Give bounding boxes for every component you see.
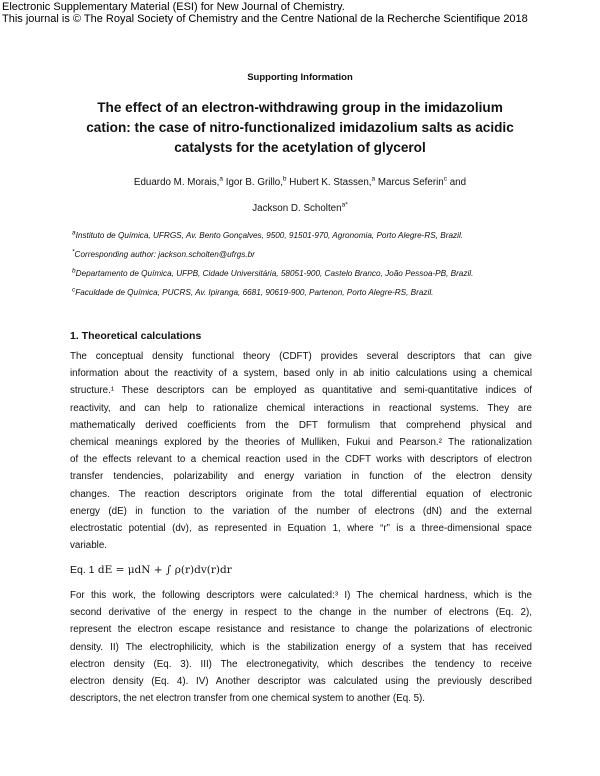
text-line: descriptors, the net electron transfer from one chemical system to another (Eq. 5). [70,693,426,705]
author: Marcus Seferin [375,177,444,188]
author: Igor B. Grillo, [223,177,283,188]
author-affiliation-mark: a [371,175,376,183]
equation-label: Eq. 1 [70,564,95,576]
author-affiliation-mark: a [219,175,224,183]
affiliation-text: Instituto de Química, UFRGS, Av. Bento Gonçalves, 9500, 91501-970, Agronomia, Porto Alegre-RS, Brazil. [75,231,464,240]
text-line: chemical meanings explored by the theories of Mulliken, Fukui and Pearson.² The rationalization [70,436,532,448]
text-line: of the effects relevant to a chemical reaction used in the CDFT works with descriptors of electron [70,454,532,466]
text-line: changes. The reaction descriptors originate from the total differential equation of electronic [70,488,532,500]
text-line: transfer tendencies, polarizability and energy variation in function of the electron density [70,471,532,483]
esi-header-line1: Electronic Supplementary Material (ESI) for New Journal of Chemistry. [2,1,345,13]
author-affiliation-mark: a* [341,201,348,209]
author: Hubert K. Stassen, [286,177,372,188]
text-line: electron density (Eq. 4). IV) Another descriptor was calculated using the previously described [70,675,532,687]
paper-title [0,98,600,158]
text-line: energy (dE) in function to the variation of the number of electrons (dN) and the external [70,505,532,517]
author-conjunction: and [446,177,467,188]
equation-1 [70,564,232,576]
affiliation-mark: b [72,267,76,275]
affiliation-text: Departamento de Química, UFPB, Cidade Universitária, 58051-900, Castelo Branco, João Pessoa-PB, Brazil. [75,269,474,278]
title-line: The effect of an electron-withdrawing group in the imidazolium [97,100,503,115]
affiliation-mark: a [72,229,76,237]
title-line: catalysts for the acetylation of glycerol [174,140,426,155]
affiliation-mark: c [72,286,76,294]
title-line: cation: the case of nitro-functionalized imidazolium salts as acidic [86,120,514,135]
supporting-information-label: Supporting Information [247,72,353,83]
text-line: For this work, the following descriptors were calculated:³ I) The chemical hardness, which is the [70,590,532,601]
author: Eduardo M. Morais, [133,177,220,188]
paragraph-1 [70,348,532,554]
affiliation-text: Corresponding author: jackson.scholten@ufrgs.br [74,250,255,259]
affiliation [72,231,463,240]
text-line: structure.¹ These descriptors can be employed as quantitative and semi-quantitative indices of [70,385,532,397]
authors-line1 [0,177,600,188]
author-affiliation-mark: c [443,175,447,183]
esi-header-line2: This journal is © The Royal Society of Chemistry and the Centre National de la Recherche Scientifique 2018 [2,13,528,25]
paragraph-2 [70,587,532,707]
author: Jackson D. Scholten [252,203,342,214]
author-affiliation-mark: b [282,175,287,183]
equation-formula: dE = μdN + ∫ ρ(r)dv(r)dr [97,564,232,576]
affiliation [72,288,433,297]
corresponding-author [72,250,255,259]
text-line: density. II) The electrophilicity, which is the stabilization energy of a system that has received [70,641,532,653]
affiliation-text: Faculdade de Química, PUCRS, Av. Ipiranga, 6681, 90619-900, Partenon, Porto Alegre-RS, Brazil. [75,288,434,297]
text-line: reactivity, and can help to rationalize chemical interactions in reactional systems. They are [70,402,532,414]
text-line: variable. [70,540,108,552]
text-line: electron density (Eq. 3). III) The electronegativity, which describes the tendency to receive [70,658,532,670]
authors-line2 [0,203,600,214]
affiliation [72,269,473,278]
text-line: information about the reactivity of a system, based only in ab initio calculations using a chemical [70,368,532,380]
text-line: represent the electron escape resistance and resistance to change the polarizations of electronic [70,624,532,636]
text-line: The conceptual density functional theory (CDFT) provides several descriptors that can give [70,351,532,362]
affiliation-mark: * [72,248,75,256]
text-line: mathematically derived coefficients from the DFT formulism that comprehend physical and [70,419,532,431]
text-line: electrostatic potential (dv), as represented in Equation 1, where “r” is a three-dimensional space [70,522,532,534]
text-line: second derivative of the energy in respect to the change in the number of electrons (Eq. 2), [70,607,532,619]
section-heading: 1. Theoretical calculations [70,330,202,342]
